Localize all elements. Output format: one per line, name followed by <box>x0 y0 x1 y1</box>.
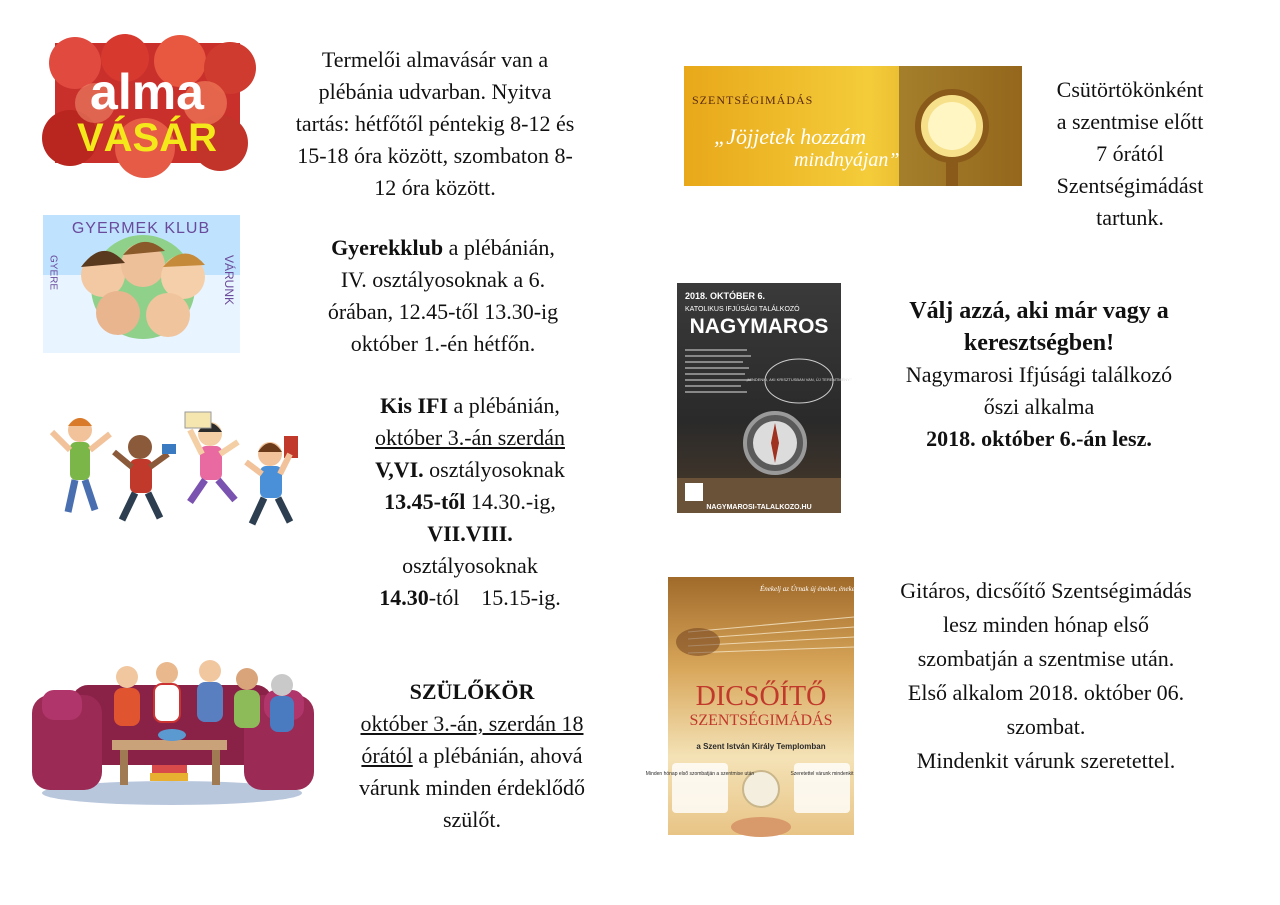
gyere-te-is-label: GYERE <box>47 255 59 291</box>
gitaros-text: Gitáros, dicsőítő Szentségimádás lesz minden hónap első szombatján a szentmise után. Első alkalom 2018. október 06. szombat. Mindenkit várunk szeretettel. <box>900 578 1192 773</box>
csutortok-text: Csütörtökönként a szentmise előtt 7 órától Szentségimádást tartunk. <box>1056 77 1204 230</box>
nagymaros-poster <box>677 283 852 513</box>
szulokor-title: SZÜLŐKÖR <box>409 679 535 704</box>
dicsoito-left: Minden hónap első szombatján a szentmise után <box>645 771 755 777</box>
nagymaros-title: NAGYMAROS <box>689 315 829 338</box>
alma-vasar-image <box>55 43 240 163</box>
gyerekklub-text: Gyerekklub a plébánián, IV. osztályosoknak a 6. órában, 12.45-től 13.30-ig október 1.-én hétfőn. <box>327 235 559 356</box>
gyerekklub-bold: Gyerekklub <box>331 235 444 260</box>
valj-azza-text: Válj azzá, aki már vagy a keresztségben! Nagymarosi Ifjúsági találkozó őszi alkalma 2018. október 6.-án lesz. <box>905 298 1173 451</box>
szentsegimadas-quote-1: „Jöjjetek hozzám <box>714 124 867 149</box>
dicsoito-church: a Szent István Király Templomban <box>696 742 826 751</box>
alma-word: alma <box>90 64 204 120</box>
dicsoito-right: Szeretettel várunk mindenkit <box>790 771 854 777</box>
almavasar-text: Termelői almavásár van a plébánia udvarban. Nyitva tartás: hétfőtől péntekig 8-12 és 15-18 óra között, szombaton 8- 12 óra között. <box>295 47 575 200</box>
nagymaros-sub: KATOLIKUS IFJÚSÁGI TALÁLKOZÓ <box>685 306 800 313</box>
szentsegimadas-quote-2: mindnyájan” <box>794 149 900 171</box>
gyerekklub-image <box>43 215 240 353</box>
nagymaros-site: NAGYMAROSI-TALALKOZO.HU <box>706 504 812 511</box>
vasar-word: VÁSÁR <box>76 116 218 160</box>
szentsegimadas-banner <box>684 66 1022 186</box>
kisifi-text: Kis IFI a plébánián, október 3.-án szerdán V,VI. osztályosoknak 13.45-től 14.30.-ig, VII.VIII. osztályosoknak 14.30-tól 15.15-ig. <box>375 393 565 610</box>
jumping-kids-image <box>40 392 300 547</box>
nagymaros-date: 2018. OKTÓBER 6. <box>685 291 766 301</box>
kisifi-bold: Kis IFI <box>380 393 449 418</box>
dicsoito-verse: Énekelj az Úrnak új éneket, énekelj az Úrnak, egész föld! <box>760 585 920 593</box>
nagymaros-quote: „MINDENKI, AKI KRISZTUSBAN VAN, ÚJ TEREMTMÉNY.” <box>746 377 852 382</box>
szulokor-image <box>32 655 314 807</box>
dicsoito-poster <box>645 577 920 835</box>
szulokor-text: SZÜLŐKÖR október 3.-án, szerdán 18 órától a plébánián, ahová várunk minden érdeklődő szülőt. <box>322 676 622 836</box>
szentsegimadas-label: SZENTSÉGIMÁDÁS <box>692 93 814 107</box>
gyermek-klub-title: GYERMEK KLUB <box>71 220 211 237</box>
varunk-label: VÁRUNK <box>222 255 236 306</box>
dicsoito-title-1: DICSŐÍTŐ <box>695 681 827 712</box>
dicsoito-title-2: SZENTSÉGIMÁDÁS <box>689 712 833 729</box>
